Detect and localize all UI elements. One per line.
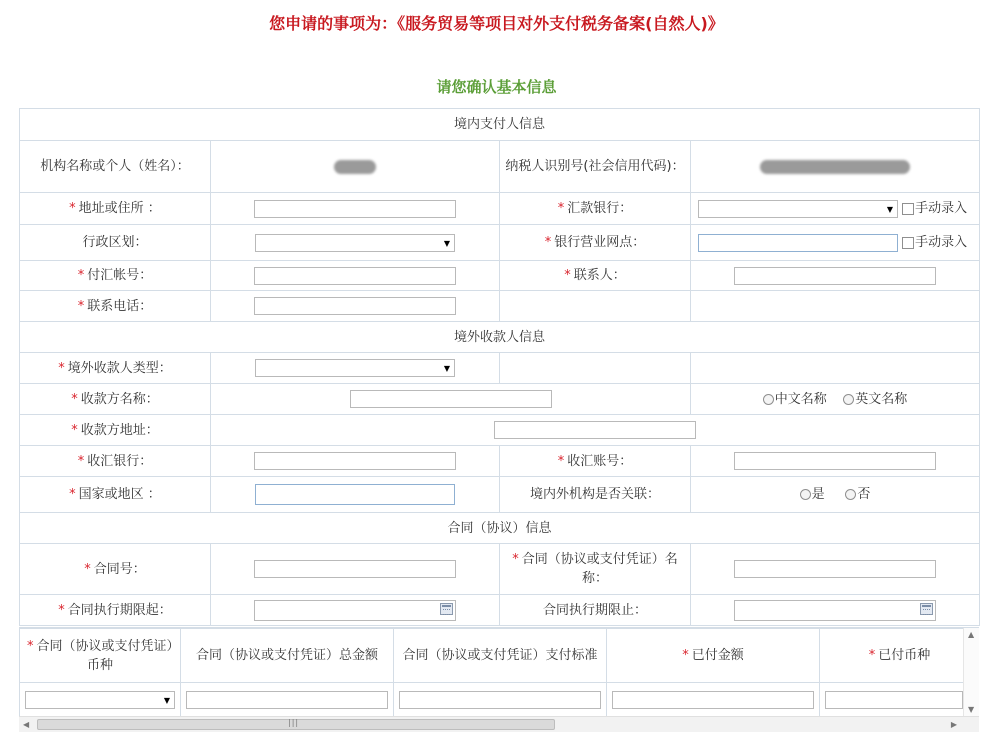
redacted-taxpayer-id	[760, 160, 910, 174]
required-mark: *	[71, 391, 78, 407]
region-label: 行政区划：	[20, 225, 211, 261]
remit-bank-label: * 汇款银行：	[500, 193, 691, 225]
currency-subtable-scroll[interactable]	[19, 627, 979, 732]
scroll-up-icon[interactable]: ▲	[968, 630, 975, 639]
section-domestic-payer: 境内支付人信息	[20, 109, 980, 141]
country-label: * 国家或地区 ：	[20, 477, 211, 513]
contract-start-date-input[interactable]	[254, 600, 456, 621]
required-mark: *	[77, 453, 85, 469]
required-mark: *	[69, 487, 76, 502]
contract-no-label: * 合同号：	[20, 544, 211, 595]
required-mark: *	[26, 638, 34, 654]
col-header-total-amount: 合同（协议或支付凭证）总金额	[181, 629, 394, 683]
required-mark: *	[84, 561, 91, 577]
basic-info-form	[19, 108, 980, 626]
required-mark: *	[77, 268, 85, 283]
calendar-icon[interactable]	[440, 603, 453, 615]
required-mark: *	[77, 298, 85, 314]
bank-branch-label: * 银行营业网点：	[500, 225, 691, 261]
related-no-label: 否	[857, 487, 871, 502]
chevron-down-icon: ▼	[163, 695, 170, 705]
org-name-value	[211, 141, 500, 193]
receive-bank-input[interactable]	[254, 452, 456, 470]
contract-end-label: 合同执行期限止：	[500, 595, 691, 626]
payee-address-label: * 收款方地址：	[20, 415, 211, 446]
taxpayer-id-value	[691, 141, 980, 193]
scroll-right-icon[interactable]: ▶	[950, 720, 957, 729]
related-label: 境内外机构是否关联：	[500, 477, 691, 513]
contract-name-label: * 合同（协议或支付凭证）名称：	[500, 544, 691, 595]
required-mark: *	[557, 201, 565, 216]
manual-entry-checkbox-branch[interactable]	[902, 237, 914, 249]
required-mark: *	[682, 648, 689, 663]
name-cn-radio[interactable]	[763, 394, 774, 405]
contract-end-date-input[interactable]	[734, 600, 936, 621]
required-mark: *	[868, 648, 876, 663]
required-mark: *	[58, 360, 65, 376]
phone-input[interactable]	[254, 297, 456, 315]
chevron-down-icon: ▼	[443, 364, 450, 373]
col-header-paid-currency: * 已付币种	[820, 629, 980, 683]
pay-account-label: * 付汇帐号：	[20, 261, 211, 291]
col-header-currency: * 合同（协议或支付凭证）币种	[20, 629, 181, 683]
required-mark: *	[564, 268, 571, 283]
contact-label: * 联系人：	[500, 261, 691, 291]
name-en-radio[interactable]	[843, 394, 854, 405]
manual-entry-label: 手动录入	[915, 235, 968, 250]
chevron-down-icon: ▼	[443, 238, 450, 248]
page-title: 您申请的事项为：《服务贸易等项目对外支付税务备案(自然人)》	[269, 14, 724, 33]
receive-account-label: * 收汇账号：	[500, 446, 691, 477]
section-contract: 合同（协议）信息	[20, 513, 980, 544]
region-select[interactable]	[255, 234, 455, 252]
chevron-down-icon: ▼	[886, 204, 893, 214]
remit-bank-select[interactable]	[698, 200, 898, 218]
payee-type-label: * 境外收款人类型：	[20, 353, 211, 384]
col-header-payment-standard: 合同（协议或支付凭证）支付标准	[394, 629, 607, 683]
required-mark: *	[69, 201, 76, 216]
currency-select[interactable]	[25, 691, 175, 709]
payee-address-input[interactable]	[494, 421, 696, 439]
name-en-label: 英文名称	[855, 391, 908, 407]
country-input[interactable]	[255, 484, 455, 505]
pay-account-input[interactable]	[254, 267, 456, 285]
phone-label: * 联系电话：	[20, 291, 211, 322]
related-no-radio[interactable]	[845, 489, 856, 500]
contact-input[interactable]	[734, 267, 936, 285]
payee-type-select[interactable]	[255, 359, 455, 377]
grip-icon: |||	[288, 718, 300, 727]
contract-name-input[interactable]	[734, 560, 936, 578]
related-yes-label: 是	[811, 487, 825, 502]
manual-entry-label: 手动录入	[915, 201, 968, 216]
bank-branch-input[interactable]	[698, 234, 898, 252]
scrollbar-thumb[interactable]	[37, 719, 555, 730]
currency-subtable	[19, 628, 979, 717]
col-header-paid-amount: * 已付金额	[607, 629, 820, 683]
manual-entry-checkbox-bank[interactable]	[902, 203, 914, 215]
payee-name-label: * 收款方名称：	[20, 384, 211, 415]
address-label: * 地址或住所 ：	[20, 193, 211, 225]
address-input[interactable]	[254, 200, 456, 218]
contract-no-input[interactable]	[254, 560, 456, 578]
scroll-down-icon[interactable]: ▼	[968, 705, 975, 714]
scroll-left-icon[interactable]: ◀	[23, 720, 30, 729]
payee-name-input[interactable]	[350, 390, 552, 408]
paid-currency-input[interactable]	[825, 691, 963, 709]
section-heading: 请您确认基本信息	[436, 78, 557, 96]
required-mark: *	[71, 422, 78, 438]
required-mark: *	[58, 602, 65, 618]
related-yes-radio[interactable]	[800, 489, 811, 500]
paid-amount-input[interactable]	[612, 691, 814, 709]
vertical-scrollbar[interactable]	[963, 628, 979, 716]
required-mark: *	[544, 235, 552, 250]
org-name-label: 机构名称或个人（姓名）：	[20, 141, 211, 193]
calendar-icon[interactable]	[920, 603, 933, 615]
total-amount-input[interactable]	[186, 691, 388, 709]
section-overseas-payee: 境外收款人信息	[20, 322, 980, 353]
name-cn-label: 中文名称	[774, 391, 827, 407]
required-mark: *	[512, 552, 519, 567]
horizontal-scrollbar[interactable]	[19, 716, 979, 732]
payment-standard-input[interactable]	[399, 691, 601, 709]
redacted-name	[334, 160, 376, 174]
receive-bank-label: * 收汇银行：	[20, 446, 211, 477]
receive-account-input[interactable]	[734, 452, 936, 470]
taxpayer-id-label: 纳税人识别号(社会信用代码)：	[500, 141, 691, 193]
required-mark: *	[557, 453, 565, 469]
contract-start-label: * 合同执行期限起：	[20, 595, 211, 626]
